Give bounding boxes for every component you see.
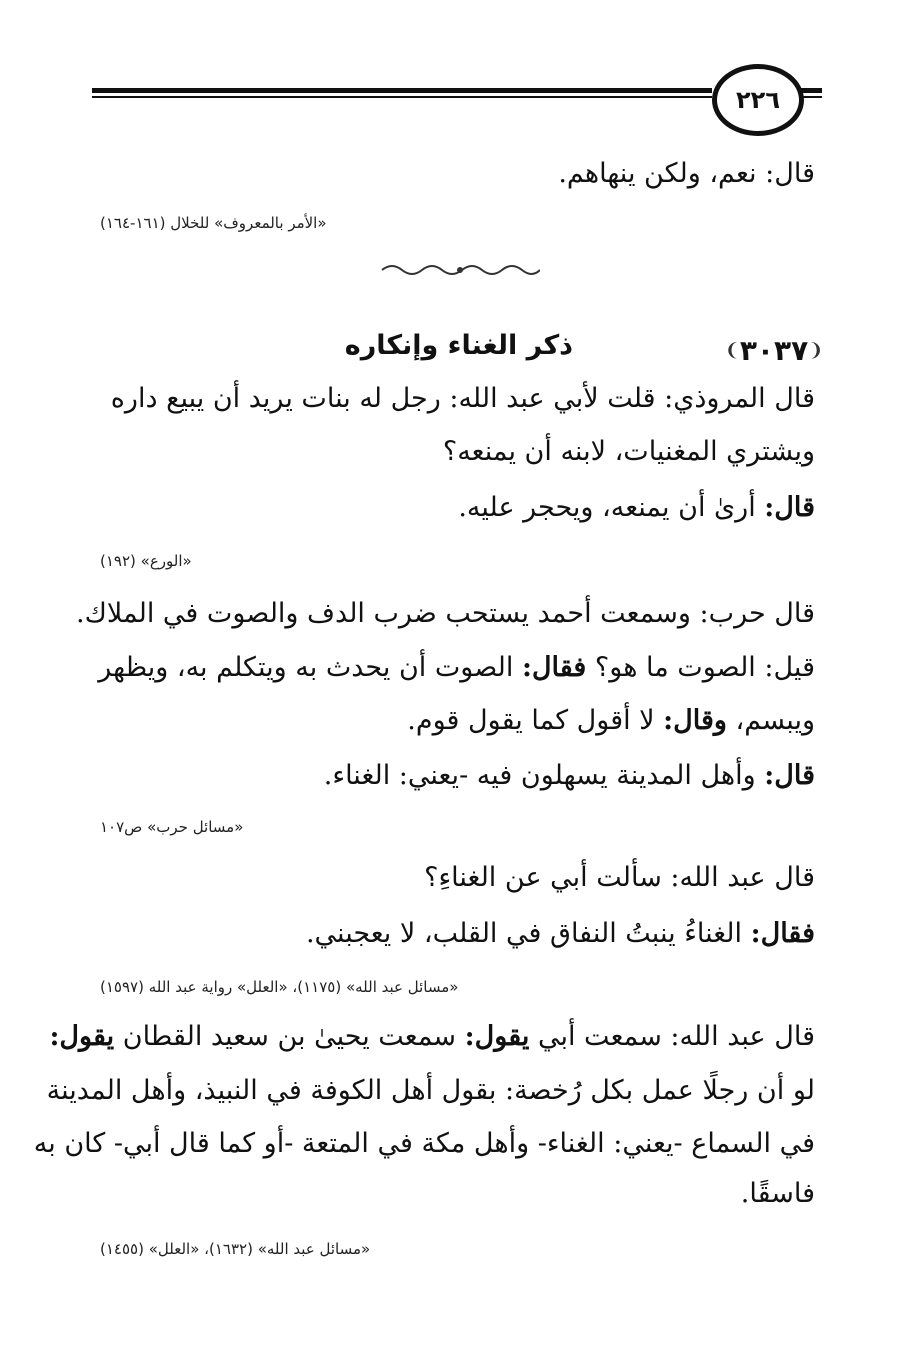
reference: «مسائل عبد الله» (١٦٣٢)، «العلل» (١٤٥٥)	[100, 1240, 371, 1258]
section-number: ❨ ٣٠٣٧ ❩	[724, 333, 824, 367]
reference: «الأمر بالمعروف» للخلال (١٦١-١٦٤)	[100, 214, 327, 232]
text-line: قال حرب: وسمعت أحمد يستحب ضرب الدف والصوت في الملاك.	[76, 598, 815, 629]
page-number: ٢٢٦	[712, 64, 804, 136]
text-line: لو أن رجلًا عمل بكل رُخصة: بقول أهل الكوفة في النبيذ، وأهل المدينة	[46, 1075, 815, 1106]
text-line: قال: وأهل المدينة يسهلون فيه -يعني: الغناء.	[323, 760, 815, 791]
text-line: ويبسم، وقال: لا أقول كما يقول قوم.	[407, 705, 815, 736]
text-line: ويشتري المغنيات، لابنه أن يمنعه؟	[442, 436, 815, 467]
text-line: قال: أرىٰ أن يمنعه، ويحجر عليه.	[458, 492, 815, 523]
text-line: فقال: الغناءُ ينبتُ النفاق في القلب، لا يعجبني.	[305, 918, 815, 949]
reference: «مسائل حرب» ص١٠٧	[100, 818, 244, 836]
text-line: فاسقًا.	[740, 1178, 815, 1209]
text-line: قال المروذي: قلت لأبي عبد الله: رجل له بنات يريد أن يبيع داره	[110, 383, 815, 414]
text-line: قيل: الصوت ما هو؟ فقال: الصوت أن يحدث به ويتكلم به، ويظهر	[98, 652, 815, 683]
ornament-divider	[380, 262, 540, 278]
text-line: في السماع -يعني: الغناء- وأهل مكة في المتعة -أو كما قال أبي- كان به	[33, 1128, 815, 1159]
text-line: قال عبد الله: سألت أبي عن الغناءِ؟	[424, 862, 815, 893]
text-line: قال: نعم، ولكن ينهاهم.	[558, 158, 815, 189]
reference: «مسائل عبد الله» (١١٧٥)، «العلل» رواية عبد الله (١٥٩٧)	[100, 978, 459, 996]
reference: «الورع» (١٩٢)	[100, 552, 192, 570]
text-line: قال عبد الله: سمعت أبي يقول: سمعت يحيىٰ بن سعيد القطان يقول:	[49, 1021, 815, 1052]
section-title: ذكر الغناء وإنكاره	[344, 330, 573, 361]
